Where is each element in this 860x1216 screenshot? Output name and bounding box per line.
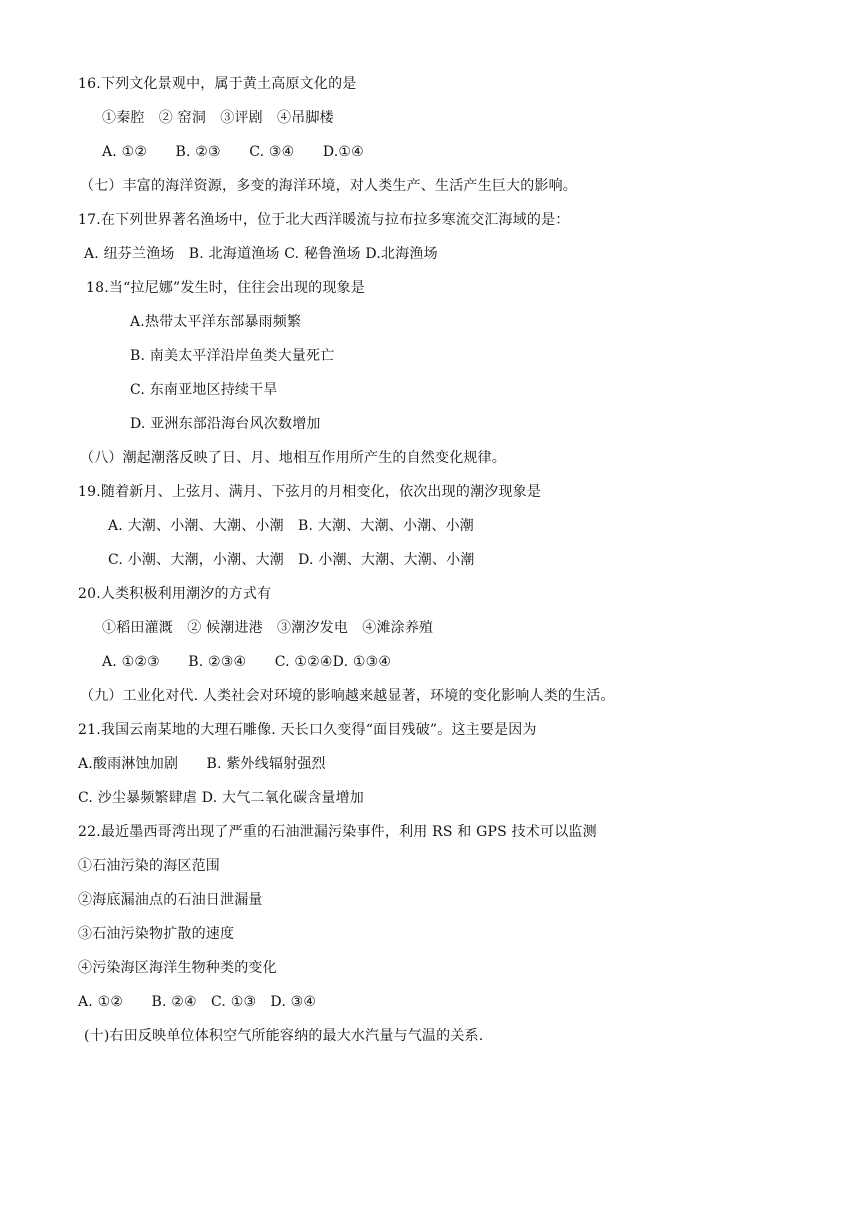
q18-option-c: C. 东南亚地区持续干旱 (130, 382, 278, 398)
q19-options-ab: A. 大潮、小潮、大潮、小潮 B. 大潮、大潮、小潮、小潮 (108, 518, 474, 534)
section-7-heading: （七）丰富的海洋资源，多变的海洋环境，对人类生产、生活产生巨大的影响。 (80, 178, 577, 194)
q22-item-3: ③石油污染物扩散的速度 (78, 926, 235, 942)
q20-items: ①稻田灌溉 ② 候潮进港 ③潮汐发电 ④滩涂养殖 (102, 620, 434, 636)
q16-options: A. ①② B. ②③ C. ③④ D.①④ (102, 144, 364, 160)
section-9-heading: （九）工业化对代. 人类社会对环境的影响越来越显著，环境的变化影响人类的生活。 (80, 688, 615, 704)
q18-question: 18.当“拉尼娜”发生时，住往会出现的现象是 (86, 280, 365, 296)
q17-options: A. 纽芬兰渔场 B. 北海道渔场 C. 秘鲁渔场 D.北海渔场 (84, 246, 438, 262)
q21-options-cd: C. 沙尘暴频繁肆虐 D. 大气二氧化碳含量增加 (78, 790, 364, 806)
q21-options-ab: A.酸雨淋蚀加剧 B. 紫外线辐射强烈 (78, 756, 326, 772)
q18-option-a: A.热带太平洋东部暴雨频繁 (130, 314, 302, 330)
q20-question: 20.人类积极利用潮汐的方式有 (78, 586, 272, 602)
q22-item-4: ④污染海区海洋生物种类的变化 (78, 960, 277, 976)
q21-question: 21.我国云南某地的大理石雕像. 天长口久变得“面目残破”。这主要是因为 (78, 722, 537, 738)
section-8-heading: （八）潮起潮落反映了日、月、地相互作用所产生的自然变化规律。 (80, 450, 506, 466)
q19-question: 19.随着新月、上弦月、满月、下弦月的月相变化，依次出现的潮汐现象是 (78, 484, 542, 500)
q16-question: 16.下列文化景观中，属于黄土高原文化的是 (78, 76, 357, 92)
section-10-heading: (十)右田反映单位体积空气所能容纳的最大水汽量与气温的关系. (84, 1028, 484, 1044)
q22-question: 22.最近墨西哥湾出现了严重的石油泄漏污染事件，利用 RS 和 GPS 技术可以监测 (78, 824, 597, 840)
q17-question: 17.在下列世界著名渔场中，位于北大西洋暖流与拉布拉多寒流交汇海域的是： (78, 212, 570, 228)
q18-option-d: D. 亚洲东部沿海台风次数增加 (130, 416, 321, 432)
q19-options-cd: C. 小潮、大潮，小潮、大潮 D. 小潮、大潮、大潮、小潮 (108, 552, 475, 568)
q22-options: A. ①② B. ②④ C. ①③ D. ③④ (78, 994, 317, 1010)
q20-options: A. ①②③ B. ②③④ C. ①②④D. ①③④ (102, 654, 392, 670)
q16-items: ①秦腔 ② 窑洞 ③评剧 ④吊脚楼 (102, 110, 334, 126)
q18-option-b: B. 南美太平洋沿岸鱼类大量死亡 (130, 348, 335, 364)
q22-item-2: ②海底漏油点的石油日泄漏量 (78, 892, 263, 908)
q22-item-1: ①石油污染的海区范围 (78, 858, 220, 874)
